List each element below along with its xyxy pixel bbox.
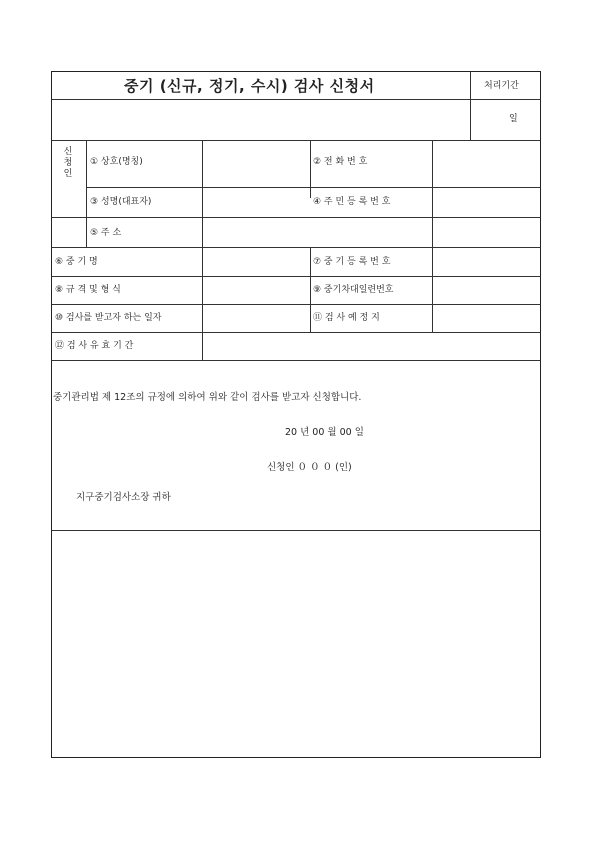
applicant-label	[63, 147, 75, 180]
divider	[52, 99, 540, 100]
divider	[52, 360, 540, 361]
divider	[310, 140, 311, 198]
recipient-line: 지구중기검사소장 귀하	[76, 492, 171, 503]
divider	[432, 140, 433, 247]
label-representative-name: ③ 성명(대표자)	[90, 197, 152, 207]
label-chassis-serial-number: ⑨ 중기차대일련번호	[313, 285, 394, 295]
label-address: ⑤ 주 소	[90, 228, 122, 238]
divider	[52, 140, 540, 141]
divider	[86, 140, 87, 247]
application-statement: 중기관리법 제 12조의 규정에 의하여 위와 같이 검사를 받고자 신청합니다.	[53, 392, 362, 403]
label-resident-number: ④ 주 민 등 록 번 호	[313, 197, 391, 207]
label-machine-registration-number: ⑦ 중 기 등 록 번 호	[313, 257, 391, 267]
processing-period-label: 처리기간	[484, 81, 519, 91]
application-form	[51, 71, 541, 758]
divider	[470, 72, 471, 140]
label-inspection-date: ⑩ 검사를 받고자 하는 일자	[55, 313, 162, 323]
signature-line: 신청인 ０ ０ ０ (인)	[267, 462, 352, 473]
divider	[432, 247, 433, 332]
divider	[52, 276, 540, 277]
divider	[52, 304, 540, 305]
divider	[310, 247, 311, 332]
divider	[202, 140, 203, 360]
divider	[52, 247, 540, 248]
processing-period-unit: 일	[509, 114, 518, 124]
divider	[52, 530, 540, 531]
label-inspection-validity: ⑫ 검 사 유 효 기 간	[55, 341, 134, 351]
divider	[52, 332, 540, 333]
label-business-name: ① 상호(명칭)	[90, 157, 143, 167]
divider	[52, 217, 540, 218]
date-line: 20 년 00 월 00 일	[285, 427, 364, 438]
divider	[86, 187, 540, 188]
label-machine-name: ⑥ 중 기 명	[55, 257, 98, 267]
label-specification-type: ⑧ 규 격 및 형 식	[55, 285, 121, 295]
label-phone-number: ② 전 화 번 호	[313, 157, 368, 167]
form-title: 중기 (신규, 정기, 수시) 검사 신청서	[124, 77, 375, 95]
label-inspection-location: ⑪ 검 사 예 정 지	[313, 313, 380, 323]
applicant-label-text: 신청인	[63, 147, 73, 179]
